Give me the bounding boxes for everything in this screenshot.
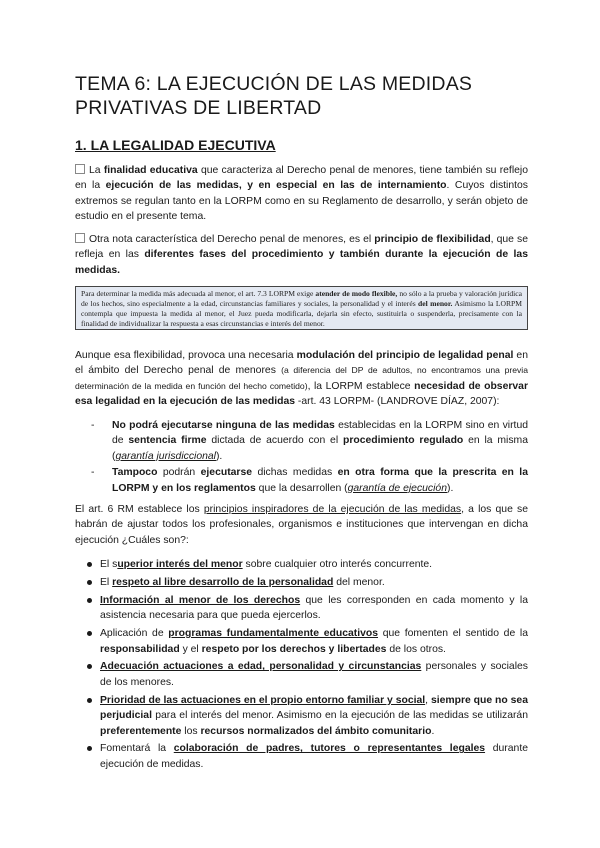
text: El	[100, 576, 113, 588]
paragraph-modulacion	[75, 348, 528, 410]
bullet-icon	[87, 631, 92, 636]
text: , a los que se habrán de ajustar todos los profesionales, organismos e instituciones que intervengan en dicha ejecución ¿Cuáles son?:	[75, 504, 528, 546]
section-heading: 1. LA LEGALIDAD EJECUTIVA	[75, 137, 276, 153]
text: -art. 43 LORPM- (LANDROVE DÍAZ, 2007):	[295, 396, 500, 408]
text: ).	[215, 450, 223, 462]
text: que la desarrollen (	[255, 482, 348, 494]
text: de los otros.	[386, 643, 446, 655]
text-bold: procedimiento regulado	[342, 435, 464, 447]
dash-list	[87, 418, 528, 497]
text: que fomenten el sentido de la	[378, 628, 528, 640]
text: personales y sociales de los menores.	[100, 661, 528, 688]
list-item	[87, 465, 528, 496]
text: La	[89, 165, 104, 176]
text: podrán	[157, 467, 201, 479]
paragraph-flexibilidad	[75, 232, 528, 278]
text: en la misma (	[112, 435, 528, 462]
text: Otra nota característica del Derecho penal de menores, es el	[89, 234, 375, 245]
bullet-icon	[87, 598, 92, 603]
text: en el ámbito del Derecho penal de menores	[75, 350, 528, 377]
text: durante ejecución de medidas.	[100, 743, 528, 770]
text: Asimismo la LORPM contempla que impuesta la medida al menor, el Juez pueda modificarla, dejarla sin efecto, sustituirla o suspenderla, precisamente con la finalidad de individualizar la respuesta a esas circunstancias e interés del menor.	[81, 299, 522, 328]
paragraph-finalidad	[75, 163, 528, 225]
bullet-icon	[87, 562, 92, 567]
text-bold-underline: programas fundamentalmente educativos	[168, 628, 379, 640]
text: Fomentará la	[100, 743, 174, 755]
text-bold-underline: Información al menor de los derechos	[100, 594, 301, 606]
text-bold: respeto por los derechos y libertades	[201, 643, 387, 655]
paragraph-principios	[75, 502, 528, 548]
text-bold: responsabilidad	[100, 643, 180, 655]
bullet-list	[87, 557, 528, 775]
checkbox-icon	[75, 233, 85, 243]
bullet-icon	[87, 664, 92, 669]
text: Aplicación de	[100, 628, 169, 640]
text-bold: necesidad de observar esa legalidad en la ejecución de las medidas	[75, 380, 528, 408]
quoted-excerpt	[75, 286, 528, 330]
text-bold-underline: Prioridad de las actuaciones en el propio entorno familiar y social	[100, 694, 426, 706]
list-item	[87, 593, 528, 624]
dash-marker: -	[91, 467, 95, 479]
text-bold: No podrá ejecutarse ninguna de las medidas	[112, 420, 335, 431]
text-bold-underline: colaboración de padres, tutores o representantes legales	[173, 743, 486, 755]
text-italic-underline: garantía jurisdiccional	[115, 450, 216, 462]
list-item	[87, 659, 528, 690]
text: Aunque esa flexibilidad, provoca una necesaria	[75, 350, 297, 361]
text: y el	[179, 643, 202, 655]
text-underline: principios inspiradores de la ejecución de las medidas	[203, 504, 462, 515]
text: .	[431, 725, 435, 737]
bullet-icon	[87, 580, 92, 585]
text-bold: en otra forma que la prescrita en la LORPM y en los reglamentos	[112, 467, 528, 494]
text-bold: siempre que no sea perjudicial	[100, 694, 528, 722]
text: no sólo a la prueba y valoración jurídica de los hechos, sino especialmente a la edad, circunstancias familiares y sociales, la personalidad y el interés	[81, 289, 522, 308]
text: , que se refleja en las	[75, 234, 528, 261]
text-small: (a diferencia del DP de adultos, no encontramos una previa determinación de la medida en función del hecho cometido)	[75, 365, 528, 391]
text-bold: diferentes fases del procedimiento y también durante la ejecución de las medidas.	[75, 249, 528, 276]
dash-marker: -	[91, 420, 95, 431]
text-bold-underline: respeto al libre desarrollo de la personalidad	[112, 576, 334, 588]
text: ,	[425, 694, 431, 706]
text-bold: finalidad educativa	[103, 165, 198, 176]
text-bold: ejecutarse	[200, 467, 253, 479]
text-bold: sentencia firme	[128, 435, 207, 447]
list-item	[87, 418, 528, 464]
bullet-icon	[87, 698, 92, 703]
list-item	[87, 626, 528, 657]
text-bold: ejecución de las medidas, y en especial en las de internamiento	[105, 180, 447, 192]
list-item	[87, 741, 528, 772]
text: los	[181, 725, 201, 737]
text-italic-underline: garantía de ejecución	[347, 482, 447, 494]
text: para el interés del menor. Asimismo en la ejecución de las medidas se utilizarán	[151, 710, 528, 722]
text: que caracteriza al Derecho penal de menores, tiene también su reflejo en la	[75, 165, 528, 192]
checkbox-icon	[75, 164, 85, 174]
text: , la LORPM establece	[307, 380, 415, 392]
text: El art. 6 RM establece los	[75, 504, 204, 515]
text-bold-underline: Adecuación actuaciones a edad, personalidad y circunstancias	[100, 661, 422, 673]
text: ).	[447, 482, 454, 494]
text: Para determinar la medida más adecuada al menor, el art. 7.3 LORPM exige	[81, 289, 316, 298]
text: establecidas en la LORPM sino en virtud de	[112, 420, 529, 447]
text: dichas medidas	[252, 467, 338, 479]
text: El s	[100, 559, 118, 570]
text-bold: Tampoco	[112, 467, 158, 479]
text-bold: atender de modo flexible,	[315, 289, 398, 298]
text: dictada de acuerdo con el	[206, 435, 343, 447]
list-item	[87, 693, 528, 739]
list-item	[87, 575, 528, 590]
bullet-icon	[87, 746, 92, 751]
text-bold: del menor.	[418, 299, 453, 308]
list-item	[87, 557, 528, 572]
text-bold: recursos normalizados del ámbito comunitario	[200, 725, 432, 737]
text: del menor.	[333, 576, 385, 588]
text: . Cuyos distintos extremos se regulan tanto en la LORPM como en su Reglamento de desarrollo, y serán objeto de estudio en el presente tema.	[75, 180, 529, 223]
text-bold: modulación del principio de legalidad penal	[296, 350, 514, 361]
text-bold-underline: uperior interés del menor	[117, 559, 243, 570]
text-bold: principio de flexibilidad	[374, 234, 491, 245]
text-bold: preferentemente	[100, 725, 182, 737]
text: que les corresponden en cada momento y la asistencia necesaria para que pueda ejercerlos.	[100, 594, 528, 622]
page-title: TEMA 6: LA EJECUCIÓN DE LAS MEDIDAS PRIVATIVAS DE LIBERTAD	[75, 73, 473, 119]
text: sobre cualquier otro interés concurrente.	[242, 559, 433, 570]
